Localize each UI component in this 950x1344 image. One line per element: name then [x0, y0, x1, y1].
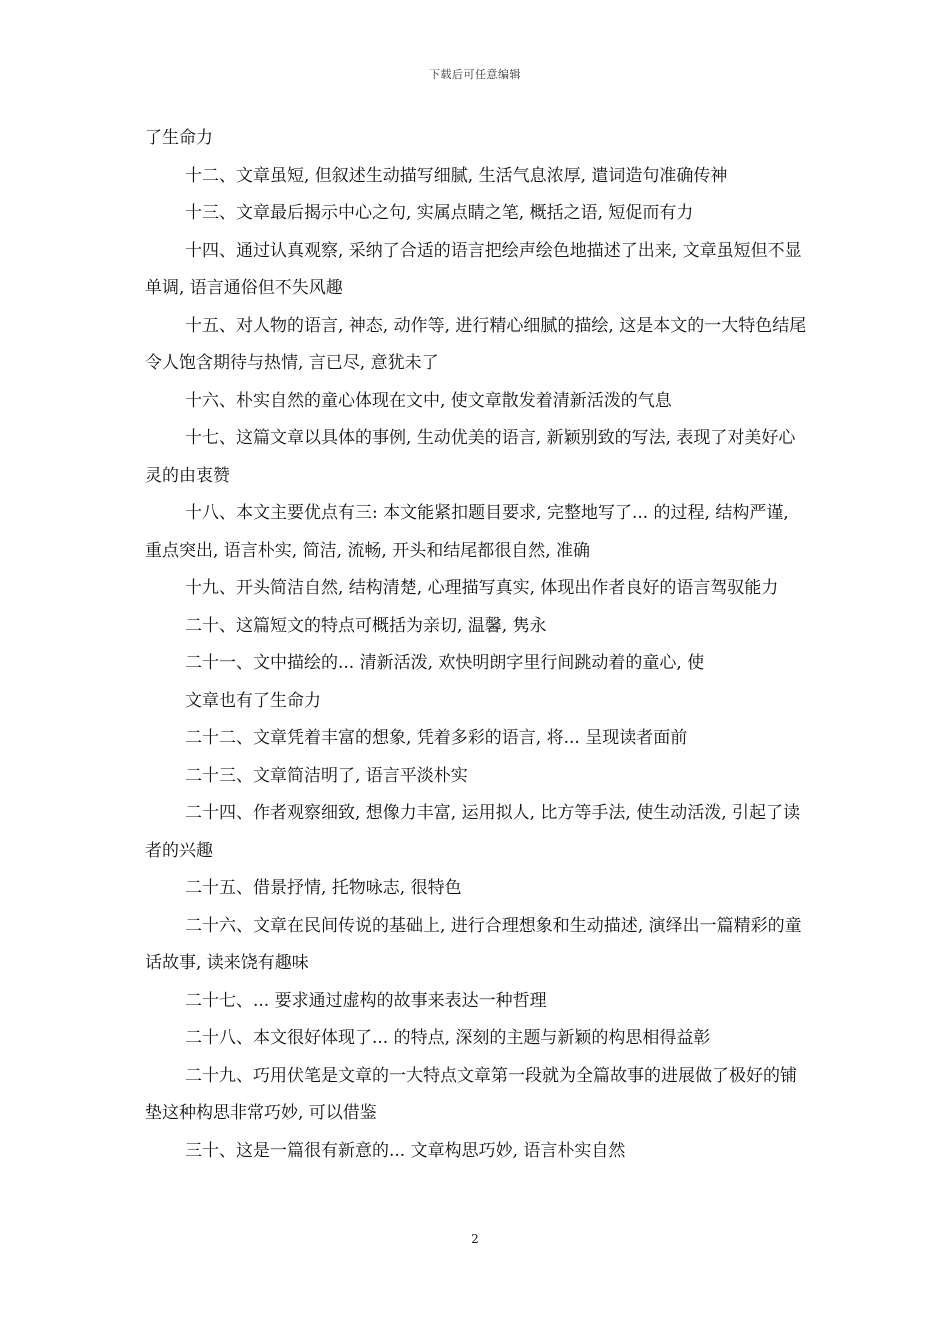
paragraph: 十四、通过认真观察, 采纳了合适的语言把绘声绘色地描述了出来, 文章虽短但不显单调, 语言通俗但不失风趣	[145, 240, 802, 298]
paragraph: 三十、这是一篇很有新意的... 文章构思巧妙, 语言朴实自然	[185, 1140, 626, 1161]
paragraph: 二十三、文章简洁明了, 语言平淡朴实	[185, 765, 468, 786]
paragraph: 二十八、本文很好体现了... 的特点, 深刻的主题与新颖的构思相得益彰	[185, 1028, 711, 1048]
paragraph: 了生命力	[145, 128, 213, 148]
paragraph: 十九、开头简洁自然, 结构清楚, 心理描写真实, 体现出作者良好的语言驾驭能力	[185, 578, 779, 598]
paragraph: 二十九、巧用伏笔是文章的一大特点文章第一段就为全篇故事的进展做了极好的铺垫这种构思非常巧妙, 可以借鉴	[145, 1065, 797, 1123]
page-header: 下载后可任意编辑	[429, 68, 521, 81]
paragraph: 二十四、作者观察细致, 想像力丰富, 运用拟人, 比方等手法, 使生动活泼, 引起了读者的兴趣	[145, 803, 801, 861]
paragraph: 二十七、... 要求通过虚构的故事来表达一种哲理	[185, 990, 547, 1011]
paragraph: 十五、对人物的语言, 神态, 动作等, 进行精心细腻的描绘, 这是本文的一大特色结尾令人饱含期待与热情, 言已尽, 意犹未了	[145, 315, 807, 373]
paragraph: 二十六、文章在民间传说的基础上, 进行合理想象和生动描述, 演绎出一篇精彩的童话故事, 读来饶有趣味	[145, 915, 802, 973]
paragraph: 十七、这篇文章以具体的事例, 生动优美的语言, 新颖别致的写法, 表现了对美好心灵的由衷赞	[145, 428, 796, 486]
paragraph: 二十一、文中描绘的... 清新活泼, 欢快明朗字里行间跳动着的童心, 使	[185, 653, 705, 673]
document-body	[145, 120, 810, 1170]
paragraph: 二十二、文章凭着丰富的想象, 凭着多彩的语言, 将... 呈现读者面前	[185, 728, 688, 748]
page-number: 2	[471, 1232, 479, 1246]
paragraph: 十六、朴实自然的童心体现在文中, 使文章散发着清新活泼的气息	[185, 390, 672, 411]
paragraph: 文章也有了生命力	[185, 690, 321, 711]
paragraph: 十八、本文主要优点有三: 本文能紧扣题目要求, 完整地写了... 的过程, 结构严谨, 重点突出, 语言朴实, 简洁, 流畅, 开头和结尾都很自然, 准确	[145, 503, 789, 561]
paragraph: 二十、这篇短文的特点可概括为亲切, 温馨, 隽永	[185, 615, 547, 636]
paragraph: 十二、文章虽短, 但叙述生动描写细腻, 生活气息浓厚, 遣词造句准确传神	[185, 165, 728, 186]
paragraph: 二十五、借景抒情, 托物咏志, 很特色	[185, 878, 462, 898]
paragraph: 十三、文章最后揭示中心之句, 实属点睛之笔, 概括之语, 短促而有力	[185, 203, 694, 223]
